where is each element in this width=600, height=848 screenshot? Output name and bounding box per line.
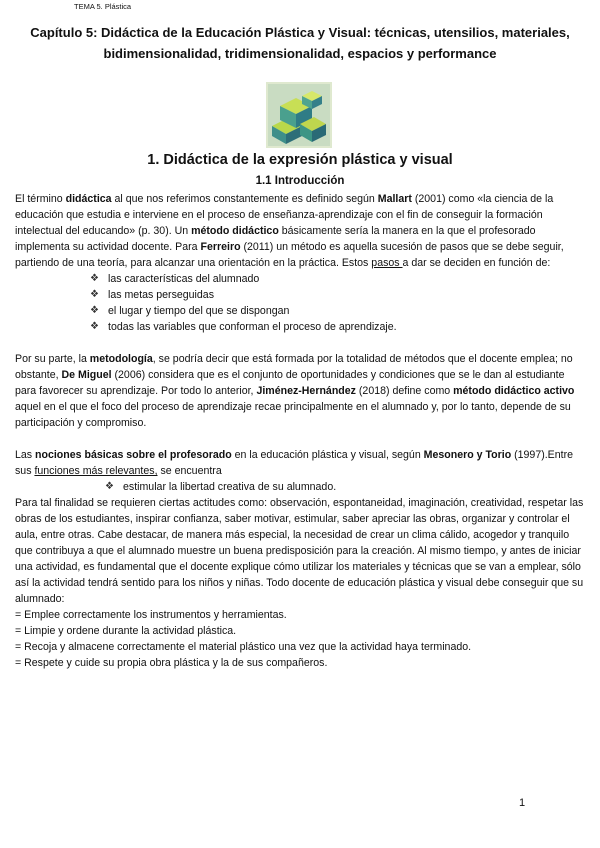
list-objetivos (15, 607, 587, 671)
text: El término (15, 193, 66, 205)
text: Las (15, 449, 36, 461)
paragraph-profesorado (15, 447, 587, 479)
bold-term: Jiménez-Hernández (256, 385, 356, 397)
list-item-text: estimular la libertad creativa de su alumnado. (123, 481, 337, 493)
diamond-bullet-icon: ❖ (90, 289, 99, 300)
chapter-title: Capítulo 5: Didáctica de la Educación Plástica y Visual: técnicas, utensilios, materiales, bidimensionalidad, tridimensionalidad, espacios y performance (30, 25, 570, 61)
header-tag: TEMA 5. Plástica (74, 2, 132, 11)
list-item-text: el lugar y tiempo del que se dispongan (108, 305, 290, 317)
list-item (15, 319, 587, 335)
text: (2018) define como (355, 385, 454, 397)
text: (2011) un método es aquella sucesión de pasos que se debe seguir, partiendo de una teoría, para alcanzar una orientación en la práctica. Estos (15, 241, 564, 269)
text: Por su parte, la (15, 353, 90, 365)
list-item (15, 287, 587, 303)
text: básicamente sería la manera en la que el profesorado implementa su actividad docente. Para (15, 225, 536, 253)
paragraph-didactica (15, 191, 587, 271)
page-number: 1 (519, 797, 526, 809)
bold-term: método didáctico (191, 225, 279, 237)
underlined-term: pasos (371, 257, 403, 269)
list-item-text: todas las variables que conforman el proceso de aprendizaje. (108, 321, 397, 333)
text: , se podría decir que está formada por la totalidad de métodos que el docente emplea; no obstante, (15, 353, 573, 381)
diamond-bullet-icon: ❖ (90, 321, 99, 332)
list-item-text: las características del alumnado (108, 273, 260, 285)
section-title: 1. Didáctica de la expresión plástica y visual (147, 152, 453, 168)
text: se encuentra (157, 465, 222, 477)
text: (2001) como «la ciencia de la educación que estudia e interviene en el proceso de enseñanza-aprendizaje con el fin de conseguir la formación intelectual del educando» (p. 30). Un (15, 193, 554, 237)
list-item: = Recoja y almacene correctamente el material plástico una vez que la actividad haya terminado. (15, 641, 472, 653)
list-item: = Emplee correctamente los instrumentos y herramientas. (15, 609, 287, 621)
bullet-list-pasos (15, 271, 587, 335)
text: (2006) considera que es el conjunto de oportunidades y condiciones que se le dan al estudiante para favorecer su aprendizaje. Por todo lo anterior, (15, 369, 565, 397)
bold-term: Mesonero y Torio (423, 449, 512, 461)
list-item (15, 271, 587, 287)
bold-term: nociones básicas sobre el profesorado (35, 449, 232, 461)
list-item: = Respete y cuide su propia obra plástica y la de sus compañeros. (15, 657, 328, 669)
bold-term: Ferreiro (200, 241, 241, 253)
bold-term: didáctica (65, 193, 112, 205)
text: en la educación plástica y visual, según (231, 449, 424, 461)
diamond-bullet-icon: ❖ (105, 481, 114, 492)
cubes-illustration (266, 82, 332, 148)
list-item (15, 479, 587, 495)
text: al que nos referimos constantemente es definido según (111, 193, 378, 205)
underlined-term: funciones más relevantes, (34, 465, 158, 477)
bullet-list-funciones (15, 479, 587, 495)
text: (1997).Entre sus (15, 449, 574, 477)
body-text (15, 191, 587, 671)
bold-term: De Miguel (61, 369, 112, 381)
bold-term: Mallart (377, 193, 412, 205)
paragraph-metodologia (15, 351, 587, 431)
list-item-text: las metas perseguidas (108, 289, 214, 301)
subsection-title: 1.1 Introducción (255, 175, 345, 187)
text: aquel en el que el foco del proceso de aprendizaje recae principalmente en el alumnado y, por lo tanto, depende de su participación y compromiso. (15, 401, 571, 429)
bold-term: metodología (89, 353, 153, 365)
bold-term: método didáctico activo (453, 385, 575, 397)
list-item (15, 303, 587, 319)
paragraph-actitudes: Para tal finalidad se requieren ciertas actitudes como: observación, espontaneidad, imaginación, creatividad, respetar las obras de los estudiantes, inspirar confianza, saber motivar, estimular, saber apreciar las obras, organizar y controlar el aula, entre otras. Cabe destacar, de manera más especial, la necesidad de crear un clima cálido, acogedor y tranquilo que contribuya a que el alumnado muestre un buena predisposición para la creación. Al mismo tiempo, y antes de iniciar una actividad, es fundamental que el docente explique cómo utilizar los materiales y técnicas que se van a emplear, sólo así la actividad tendrá sentido para los niños y niñas. Todo docente de educación plástica y visual debe conseguir que su alumnado: (15, 497, 584, 605)
diamond-bullet-icon: ❖ (90, 305, 99, 316)
text: a dar se deciden en función de: (402, 257, 551, 269)
diamond-bullet-icon: ❖ (90, 273, 99, 284)
list-item: = Limpie y ordene durante la actividad plástica. (15, 625, 237, 637)
